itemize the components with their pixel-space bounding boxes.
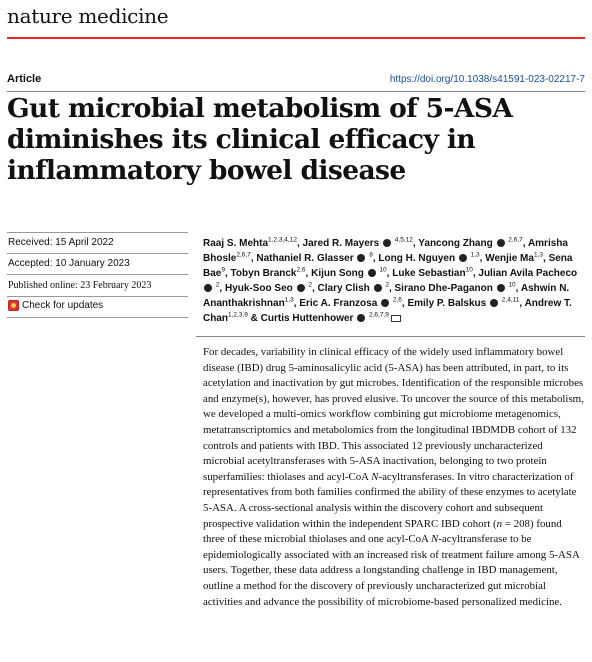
divider [7,253,188,254]
author-name[interactable]: Raaj S. Mehta$^{1,2,3,4,12}$ [203,236,297,249]
check-for-updates-label: Check for updates [22,300,104,311]
abstract [203,345,585,610]
check-for-updates[interactable] [8,300,103,311]
orcid-icon[interactable] [374,284,382,292]
orcid-icon[interactable] [357,254,365,262]
author-affiliation: 2,6 [392,296,402,304]
abstract-text: For decades, variability in clinical efficacy of the widely used inflammatory bowel disease (IBD) drug 5-aminosalicylic acid (5-ASA) has been attributed, in part, to its acetylation and inactivation by gut microbes. Identification of the responsible microbes and enzyme(s), however, has proved elusive. To uncover the source of this metabolism, we developed a multi-omics workflow combining gut microbiome metagenomics, metatranscriptomics and metabolomics from the longitudinal IBDMDB cohort of 132 controls and patients with IBD. This associated 12 previously uncharacterized microbial acetyltransferases with 5-ASA inactivation, belonging to two protein superfamilies: thiolases and acyl-CoA [203,346,584,483]
author-affiliation: 2,6,7,9 [369,311,389,319]
author-affiliation: 2 [308,281,312,289]
author-list: Raaj S. Mehta$^{1,2,3,4,12}$, Jared R. Mayers $^{4,5,12}$, Yancong Zhang $^{2,6,7}$, Amrisha Bhosle$^{2,6,7}$, Nathaniel R. Glasser $^8$, Long H. Nguyen $^{1,3}$, Wenjie Ma$^{1,3}$, Sena Bae$^9$, Tobyn Branck$^{2,6}$, Kijun Song $^{10}$, Luke Sebastian$^{10}$, Julian Avila Pacheco $^2$, Hyuk-Soo Seo $^2$, Clary Clish $^2$, Sirano Dhe-Paganon $^{10}$, Ashwin N. Ananthakrishnan$^{1,3}$, Eric A. Franzosa $^{2,6}$, Emily P. Balskus $^{2,4,11}$, Andrew T. Chan$^{1,2,3,9}$ & Curtis Huttenhower $^{2,6,7,9}$ [203,236,578,324]
article-title: Gut microbial metabolism of 5-ASA diminishes its clinical efficacy in inflammatory bowel disease [7,93,513,186]
author-name[interactable]: Hyuk-Soo Seo $^2$ [224,281,312,294]
author-affiliation: 1,3 [284,296,294,304]
article-type: Article [7,73,42,85]
author-affiliation: 9 [221,266,225,274]
author-affiliation: 10 [379,266,387,274]
orcid-icon[interactable] [497,239,505,247]
crossmark-icon [8,300,19,311]
author-name[interactable]: Ashwin N. Ananthakrishnan$^{1,3}$ [203,283,570,309]
orcid-icon[interactable] [459,254,467,262]
author-affiliation: 4,5,12 [394,236,413,244]
published-date: Published online: 23 February 2023 [8,280,152,291]
orcid-icon[interactable] [204,284,212,292]
abstract-text: = 208) found three of these microbial thiolases and one acyl-CoA [203,517,562,546]
author-name[interactable]: Julian Avila Pacheco $^2$ [203,268,577,294]
author-name[interactable]: Curtis Huttenhower $^{2,6,7,9}$ [261,313,401,324]
orcid-icon[interactable] [357,314,365,322]
author-name[interactable]: Long H. Nguyen $^{1,3}$ [378,251,480,264]
orcid-icon[interactable] [383,239,391,247]
author-name[interactable]: Amrisha Bhosle$^{2,6,7}$ [203,238,568,264]
author-affiliation: 1,3 [470,251,480,259]
author-name[interactable]: Kijun Song $^{10}$ [311,266,387,279]
author-affiliation: 2 [385,281,389,289]
author-name[interactable]: Clary Clish $^2$ [317,281,389,294]
orcid-icon[interactable] [381,299,389,307]
author-name[interactable]: Andrew T. Chan$^{1,2,3,9}$ [203,298,572,324]
divider [7,317,188,318]
doi-link[interactable]: https://doi.org/10.1038/s41591-023-02217-7 [389,74,585,85]
author-affiliation: 2,6 [296,266,306,274]
divider [7,232,188,233]
author-affiliation: 2,6,7 [236,251,251,259]
email-icon[interactable] [391,315,401,322]
author-name[interactable]: Emily P. Balskus $^{2,4,11}$ [407,296,520,309]
author-affiliation: 10 [508,281,516,289]
orcid-icon[interactable] [297,284,305,292]
divider [196,336,585,337]
author-affiliation: 2 [215,281,220,289]
divider [7,274,188,275]
author-name[interactable]: Eric A. Franzosa $^{2,6}$ [299,296,402,309]
author-name[interactable]: Jared R. Mayers $^{4,5,12}$ [302,236,413,249]
abstract-italic: N [371,470,379,483]
author-affiliation: 2,4,11 [501,296,520,304]
author-affiliation: 1,2,3,4,12 [268,236,297,244]
author-name[interactable]: Sirano Dhe-Paganon $^{10}$ [394,281,516,294]
abstract-text: -acyltransferases. In vitro characterization of representatives from both families confirmed the ability of these enzymes to acetylate 5-ASA. A cross-sectional analysis within the discovery cohort and subsequent prospective validation within the independent SPARC IBD cohort ( [203,470,577,530]
author-name[interactable]: Luke Sebastian$^{10}$ [392,266,473,279]
author-affiliation: 1,2,3,9 [228,311,248,319]
abstract-italic: n [496,517,503,530]
accepted-date: Accepted: 10 January 2023 [8,258,130,269]
author-name[interactable]: Sena Bae$^9$ [203,253,573,279]
author-name[interactable]: Yancong Zhang $^{2,6,7}$ [418,236,523,249]
author-affiliation: 8 [369,251,373,259]
author-affiliation: 1,3 [533,251,543,259]
journal-name: nature medicine [7,4,169,28]
author-name[interactable]: Wenjie Ma$^{1,3}$ [485,251,543,264]
header-rule [7,37,585,39]
orcid-icon[interactable] [368,269,376,277]
author-affiliation: 10 [465,266,473,274]
divider [7,91,585,92]
abstract-text: -acyltransferase to be epidemiologically associated with an increased risk of treatment failure among 5-ASA users. Together, these data address a longstanding challenge in IBD management, outline a method for the discovery of previously uncharacterized gut microbial activities and advance the possibility of microbiome-based personalized medicine. [203,533,580,608]
author-name[interactable]: Tobyn Branck$^{2,6}$ [230,266,306,279]
divider [7,296,188,297]
author-affiliation: 2,6,7 [508,236,523,244]
abstract-italic: N [431,533,439,546]
received-date: Received: 15 April 2022 [8,237,114,248]
author-name[interactable]: Nathaniel R. Glasser $^8$ [256,251,373,264]
orcid-icon[interactable] [497,284,505,292]
orcid-icon[interactable] [490,299,498,307]
